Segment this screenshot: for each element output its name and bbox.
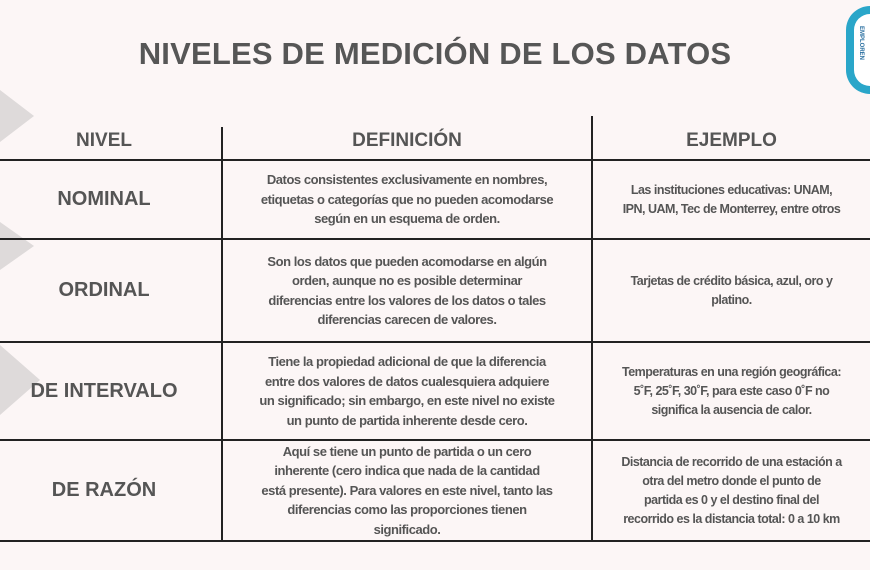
page-title: NIVELES DE MEDICIÓN DE LOS DATOS [138,36,732,71]
text-line: Tarjetas de crédito básica, azul, oro y [630,273,833,288]
text-line: Las instituciones educativas: UNAM, [630,182,833,197]
text-line: Tiene la propiedad adicional de que la diferencia [268,354,546,369]
text-line: Distancia de recorrido de una estación a [621,454,842,469]
example-cell [593,441,870,540]
text-line: diferencias entre los valores de los datos o tales [268,292,546,308]
text-line: Temperaturas en una región geográfica: [621,364,842,379]
example-cell [593,161,870,238]
text-line: orden, aunque no es posible determinar [292,273,522,288]
text-line: otra del metro donde el punto de [642,473,821,488]
level-name: DE RAZÓN [51,479,157,501]
level-name: ORDINAL [58,279,150,301]
text-line: significa la ausencia de calor. [651,402,812,417]
text-line: diferencias carecen de valores. [317,312,497,327]
text-line: etiquetas o categorías que no pueden acomodarse [260,191,554,207]
text-line: un punto de partida inherente desde cero. [286,412,528,428]
text-line: IPN, UAM, Tec de Monterrey, entre otros [622,201,841,216]
text-line: Aquí se tiene un punto de partida o un cero [282,443,532,459]
text-line: inherente (cero indica que nada de la cantidad [274,463,540,479]
text-line: 5˚F, 25˚F, 30˚F, para este caso 0˚F no [633,383,830,398]
example-cell [593,240,870,341]
logo-text: EMPLOREN [858,26,864,61]
text-line: partida es 0 y el destino final del [644,492,819,507]
level-name: DE INTERVALO [30,379,178,402]
definition-cell [223,240,591,341]
text-line: diferencias como las proporciones tienen [287,502,527,518]
row-divider [0,540,870,542]
level-name: NOMINAL [57,188,151,210]
text-line: según en un esquema de orden. [314,211,500,227]
text-line: significado. [373,521,441,537]
definition-cell [223,161,591,238]
header-ejemplo: EJEMPLO [686,130,777,151]
text-line: platino. [711,292,752,307]
text-line: recorrido es la distancia total: 0 a 10 km [623,511,840,526]
text-line: un significado; sin embargo, en este nivel no existe [259,393,555,408]
definition-cell [223,441,591,540]
text-line: Son los datos que pueden acomodarse en algún [267,253,547,269]
text-line: está presente). Para valores en este nivel, tanto las [261,482,553,498]
text-line: Datos consistentes exclusivamente en nombres, [266,172,548,188]
text-line: entre dos valores de datos cualesquiera adquiere [264,373,549,389]
example-cell [593,343,870,439]
definition-cell [223,343,591,439]
header-nivel: NIVEL [76,130,132,151]
header-definicion: DEFINICIÓN [352,130,462,151]
